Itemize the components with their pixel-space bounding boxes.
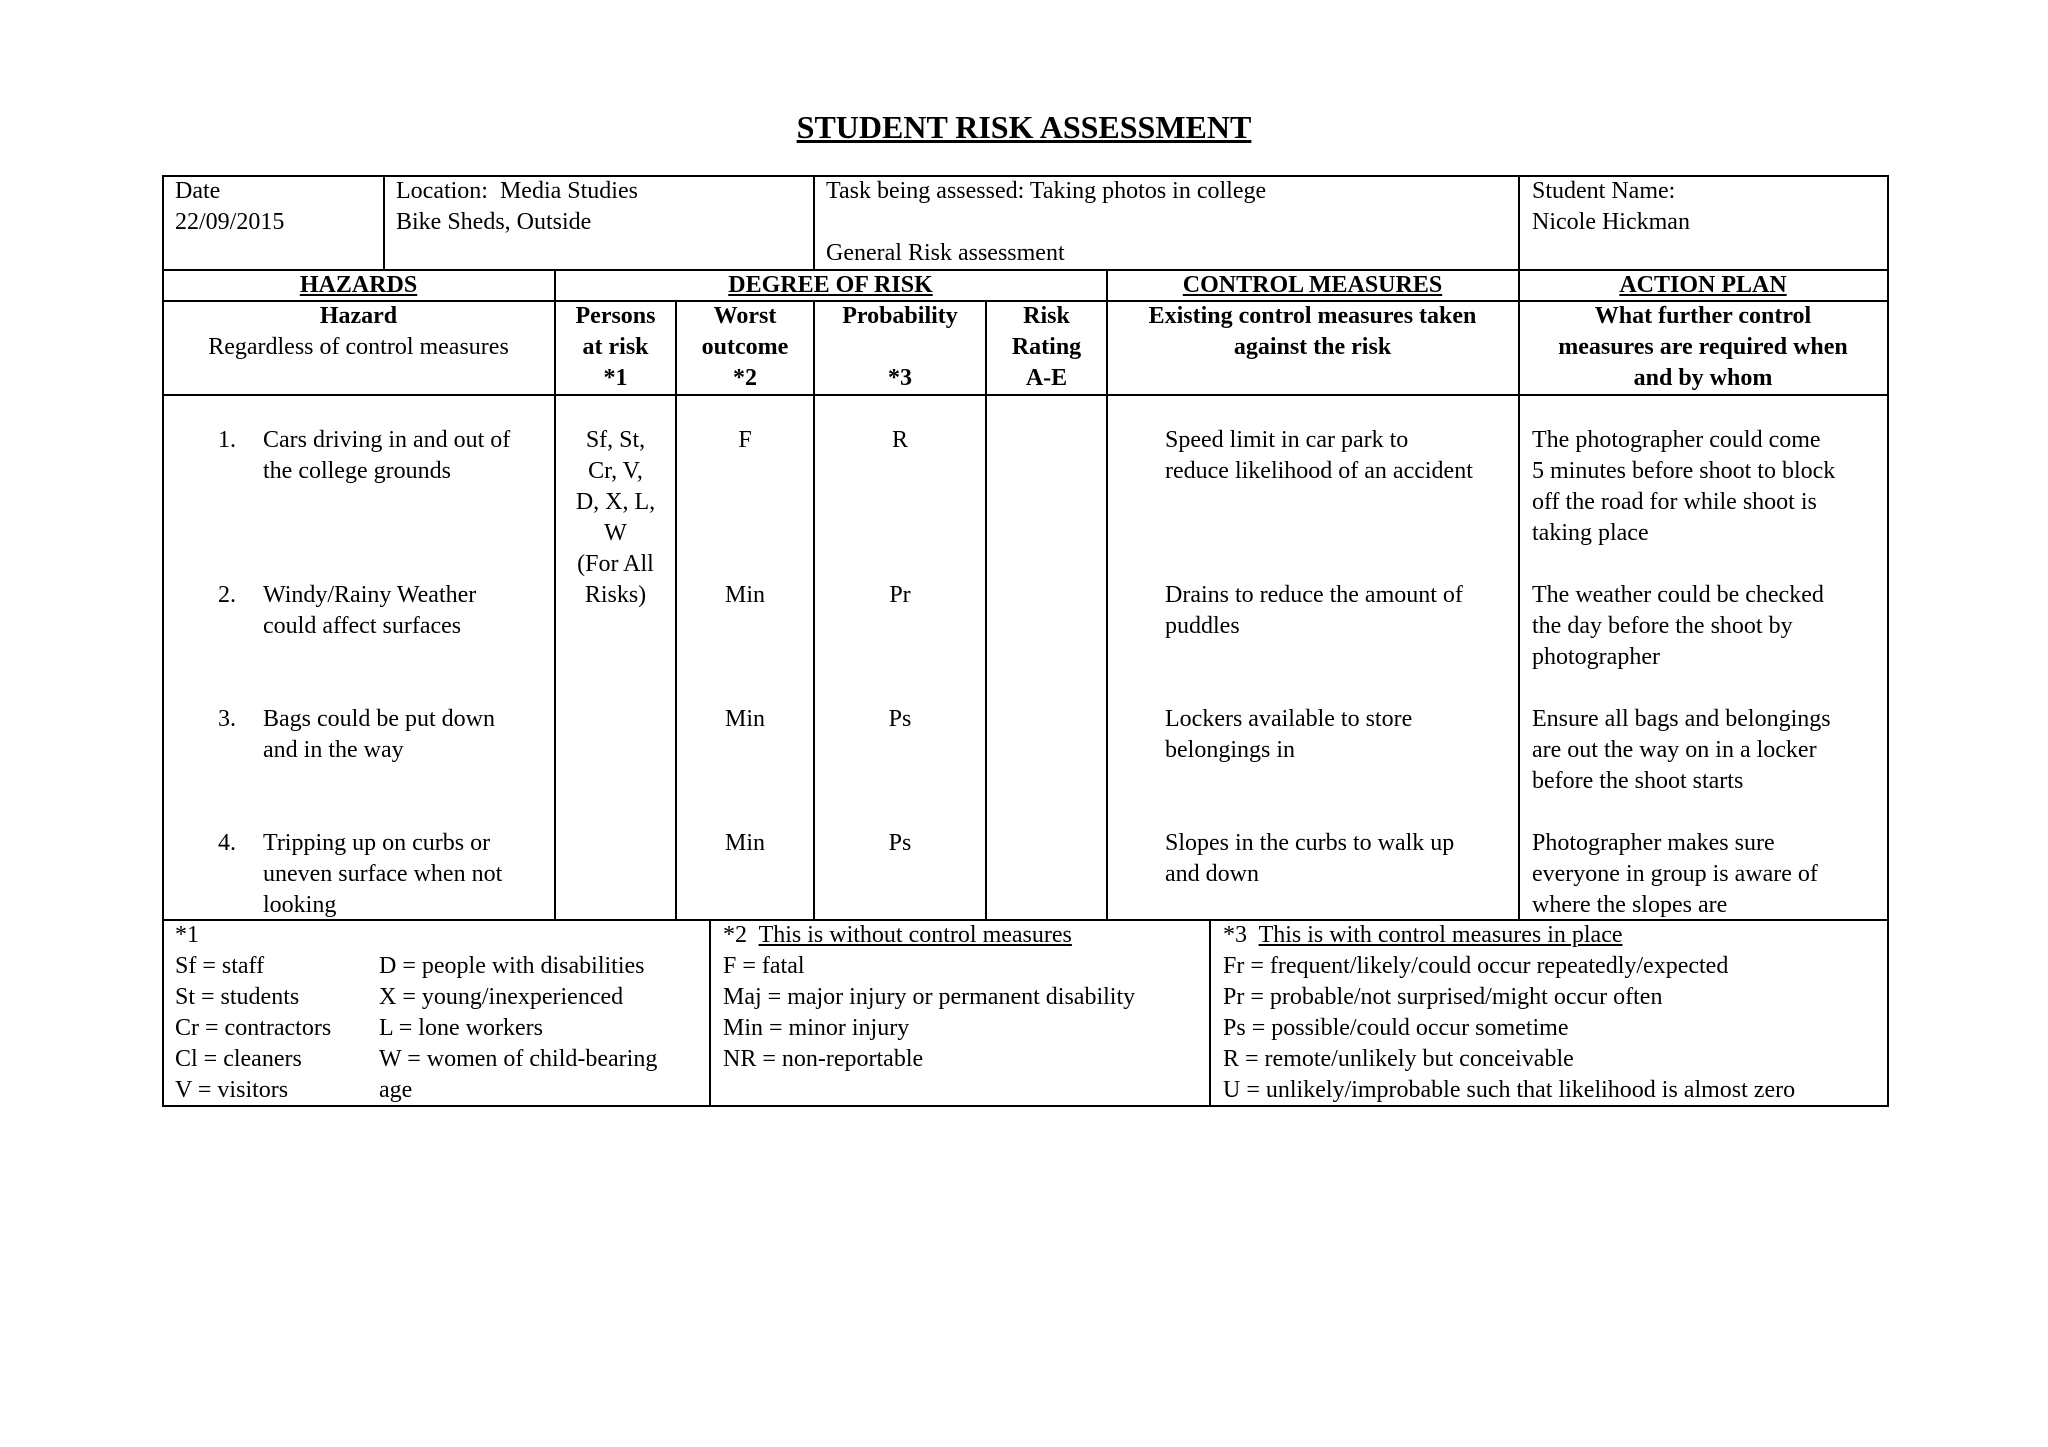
column-worst-outcome-header: Worst outcome *2 — [701, 303, 789, 391]
persons-at-risk-value: Sf, St, Cr, V, D, X, L, W (For All Risks) — [575, 427, 656, 608]
date-label: Date — [175, 178, 221, 204]
existing-control-text: Speed limit in car park to reduce likelihood of an accident — [1165, 427, 1473, 484]
probability-value: Ps — [888, 706, 912, 732]
legend1-right-list: D = people with disabilities X = young/inexperienced L = lone workers W = women of child-bearing age — [379, 953, 658, 1103]
hazard-text: Tripping up on curbs or uneven surface when not looking — [263, 830, 503, 918]
probability-value: R — [891, 427, 908, 453]
worst-outcome-value: Min — [724, 706, 765, 732]
row-number: 2. — [218, 582, 236, 608]
legend3-heading: *3 This is with control measures in place — [1223, 922, 1623, 948]
section-control-measures: CONTROL MEASURES — [1182, 272, 1443, 298]
worst-outcome-value: Min — [724, 582, 765, 608]
column-hazard-header — [162, 301, 555, 363]
column-persons-at-risk-header: Persons at risk *1 — [575, 303, 656, 391]
probability-value: Pr — [889, 582, 911, 608]
task-subtitle: General Risk assessment — [826, 240, 1065, 266]
worst-outcome-value: F — [738, 427, 752, 453]
location-value: Bike Sheds, Outside — [396, 209, 592, 235]
column-risk-rating-header: Risk Rating A-E — [1011, 303, 1082, 391]
hazard-text: Cars driving in and out of the college grounds — [263, 427, 511, 484]
row-number: 1. — [218, 427, 236, 453]
legend1-left-list: Sf = staff St = students Cr = contractors Cl = cleaners V = visitors — [175, 953, 332, 1103]
action-plan-text: The photographer could come 5 minutes before shoot to block off the road for while shoot is taking place — [1532, 427, 1836, 546]
column-hazard-title: Hazard — [319, 303, 398, 329]
probability-value: Ps — [888, 830, 912, 856]
hazard-text: Windy/Rainy Weather could affect surfaces — [263, 582, 477, 639]
column-further-controls-header: What further control measures are required when and by whom — [1558, 303, 1848, 391]
column-probability-header: Probability *3 — [842, 303, 958, 391]
hazard-text: Bags could be put down and in the way — [263, 706, 495, 763]
task-label: Task being assessed: Taking photos in college — [826, 178, 1267, 204]
section-hazards: HAZARDS — [299, 272, 418, 298]
action-plan-text: Photographer makes sure everyone in group is aware of where the slopes are — [1532, 830, 1818, 918]
row-number: 3. — [218, 706, 236, 732]
location-label: Location: Media Studies — [396, 178, 638, 204]
student-name-value: Nicole Hickman — [1532, 209, 1690, 235]
legend3-list: Fr = frequent/likely/could occur repeatedly/expected Pr = probable/not surprised/might occur often Ps = possible/could occur sometime R = remote/unlikely but conceivable U = unlikely/improbable such that likelihood is almost zero — [1223, 953, 1796, 1103]
section-degree-of-risk: DEGREE OF RISK — [728, 272, 933, 298]
existing-control-text: Slopes in the curbs to walk up and down — [1165, 830, 1455, 887]
column-existing-controls-header: Existing control measures taken against the risk — [1148, 303, 1477, 360]
action-plan-text: Ensure all bags and belongings are out the way on in a locker before the shoot starts — [1532, 706, 1831, 794]
existing-control-text: Drains to reduce the amount of puddles — [1165, 582, 1463, 639]
page-title: STUDENT RISK ASSESSMENT — [796, 109, 1252, 145]
existing-control-text: Lockers available to store belongings in — [1165, 706, 1413, 763]
legend1-heading: *1 — [175, 922, 199, 948]
section-action-plan: ACTION PLAN — [1619, 272, 1787, 298]
action-plan-text: The weather could be checked the day before the shoot by photographer — [1532, 582, 1824, 670]
worst-outcome-value: Min — [724, 830, 765, 856]
row-number: 4. — [218, 830, 236, 856]
date-value: 22/09/2015 — [175, 209, 285, 235]
legend2-list: F = fatal Maj = major injury or permanent disability Min = minor injury NR = non-reportable — [723, 953, 1136, 1072]
student-name-label: Student Name: — [1532, 178, 1676, 204]
legend2-heading: *2 This is without control measures — [723, 922, 1072, 948]
column-hazard-subtitle: Regardless of control measures — [208, 334, 509, 360]
